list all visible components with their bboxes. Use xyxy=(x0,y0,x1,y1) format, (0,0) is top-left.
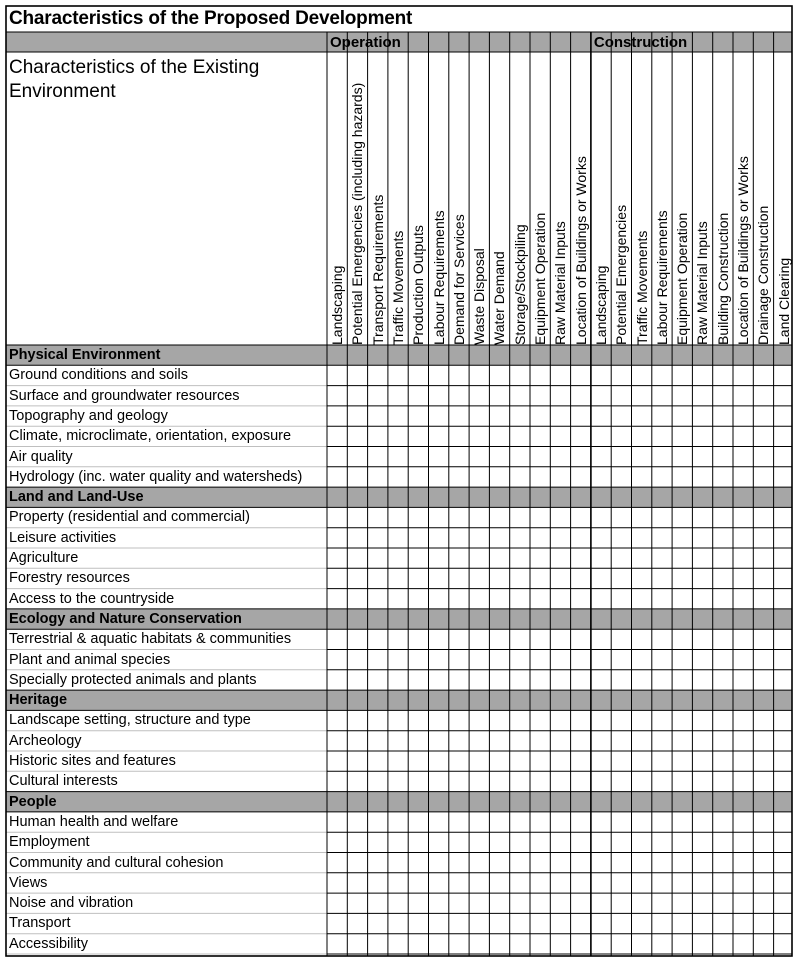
column-header-label: Equipment Operation xyxy=(532,212,548,345)
row-label: Climate, microclimate, orientation, exposure xyxy=(9,428,292,445)
row-label: Accessibility xyxy=(9,935,88,952)
column-header-label: Production Outputs xyxy=(410,225,427,345)
environment-heading: Characteristics of the Existing Environment xyxy=(9,57,260,102)
column-header-label: Landscaping xyxy=(329,265,345,345)
column-header-label: Water Demand xyxy=(491,251,508,345)
row-label: Transport xyxy=(9,915,71,932)
column-header-label: Potential Emergencies (including hazards) xyxy=(349,82,366,345)
column-header-label: Drainage Construction xyxy=(755,205,772,345)
column-header-label: Landscaping xyxy=(592,265,609,345)
section-band xyxy=(6,792,792,812)
section-band xyxy=(6,690,792,710)
row-label: Community and cultural cohesion xyxy=(9,854,224,871)
column-header-label: Traffic Movements xyxy=(633,230,650,345)
column-header-label: Labour Requirements xyxy=(430,210,447,345)
row-label: Topography and geology xyxy=(9,407,168,424)
row-label: Human health and welfare xyxy=(9,813,179,830)
row-label: Specially protected animals and plants xyxy=(9,671,257,688)
group-label-construction: Construction xyxy=(593,34,688,51)
section-title: Ecology and Nature Conservation xyxy=(9,610,242,627)
column-header-label: Waste Disposal xyxy=(471,248,488,345)
section-title: People xyxy=(9,793,57,810)
row-label: Air quality xyxy=(9,448,73,465)
section-title: Heritage xyxy=(9,692,68,709)
row-label: Plant and animal species xyxy=(9,651,171,668)
section-title: Land and Land-Use xyxy=(9,489,144,506)
column-header-label: Raw Material Inputs xyxy=(552,221,569,345)
row-label: Access to the countryside xyxy=(9,590,175,607)
column-header-label: Traffic Movements xyxy=(389,230,406,345)
row-label: Employment xyxy=(9,834,90,851)
row-label: Archeology xyxy=(9,732,82,749)
column-header-label: Transport Requirements xyxy=(369,194,386,345)
column-header-label: Storage/Stockpiling xyxy=(511,224,528,345)
page-title: Characteristics of the Proposed Development xyxy=(9,8,413,29)
column-header-label: Location of Buildings or Works xyxy=(572,156,589,345)
column-header-label: Location of Buildings or Works xyxy=(735,156,751,345)
row-label: Agriculture xyxy=(9,550,79,566)
row-label: Terrestrial & aquatic habitats & communities xyxy=(9,631,292,648)
row-label: Cultural interests xyxy=(9,773,118,790)
row-label: Landscape setting, structure and type xyxy=(9,712,251,729)
section-title: Physical Environment xyxy=(9,347,161,363)
row-label: Historic sites and features xyxy=(9,753,176,769)
column-header-label: Labour Requirements xyxy=(653,210,670,345)
row-label: Forestry resources xyxy=(9,570,130,587)
column-header-label: Building Construction xyxy=(714,212,731,345)
row-label: Views xyxy=(9,874,48,891)
column-header-label: Demand for Services xyxy=(450,214,467,345)
column-header-label: Equipment Operation xyxy=(674,212,691,345)
column-header-label: Potential Emergencies xyxy=(613,204,630,345)
row-label: Property (residential and commercial) xyxy=(9,509,250,526)
row-label: Surface and groundwater resources xyxy=(9,387,240,404)
column-header-label: Raw Material Inputs xyxy=(694,221,711,345)
row-label: Noise and vibration xyxy=(9,895,134,912)
row-label: Ground conditions and soils xyxy=(9,367,188,384)
row-label: Hydrology (inc. water quality and watersheds) xyxy=(9,468,303,485)
group-label-operation: Operation xyxy=(330,34,401,51)
column-header-label: Land Clearing xyxy=(775,257,792,345)
row-label: Leisure activities xyxy=(9,529,117,546)
